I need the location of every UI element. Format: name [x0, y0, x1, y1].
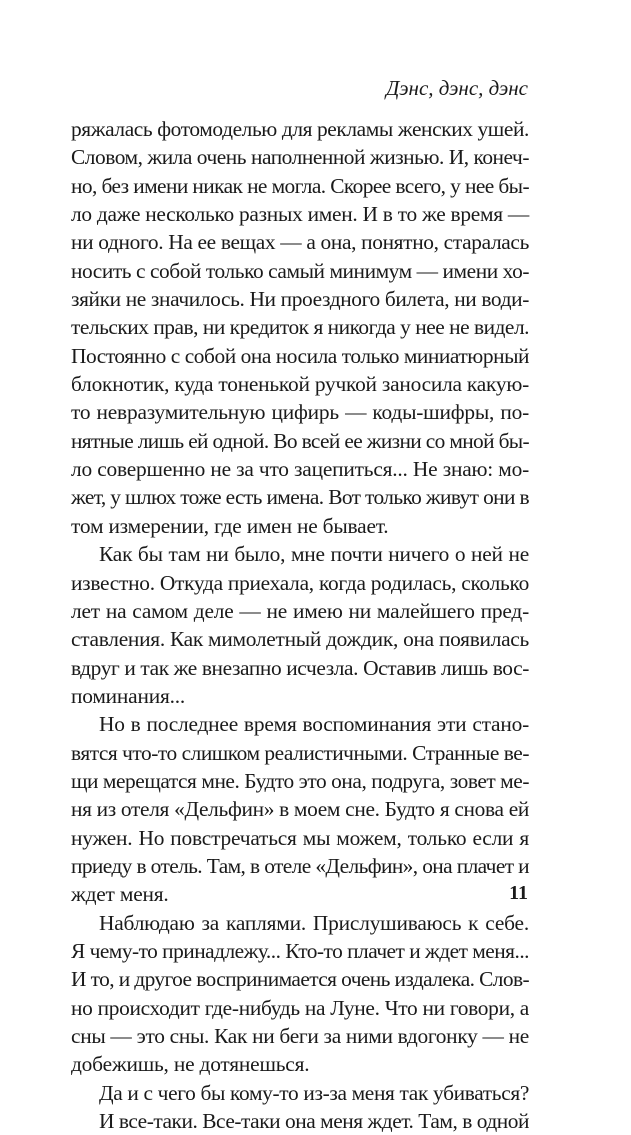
text-line: Но в последнее время воспоминания эти стано- [99, 712, 529, 737]
text-line: блокнотик, куда тоненькой ручкой заносила какую- [71, 372, 530, 397]
text-line: но происходит где-нибудь на Луне. Что ни говори, а [71, 995, 529, 1020]
text-line: ставления. Как мимолетный дождик, она появилась [71, 627, 529, 652]
text-line: ло совершенно не за что зацепиться... Не знаю: мо- [71, 457, 529, 482]
text-line: жет, у шлюх тоже есть имена. Вот только живут они в [71, 485, 529, 510]
text-line: ло даже несколько разных имен. И в то же время — [71, 202, 530, 227]
text-line: Как бы там ни было, мне почти ничего о ней не [99, 542, 529, 567]
text-line: ни одного. На ее вещах — а она, понятно, старалась [71, 230, 530, 255]
body-text [71, 115, 529, 1135]
text-line: то невразумительную цифирь — коды-шифры, по- [71, 400, 529, 425]
text-line: И все-таки. Все-таки она меня ждет. Там, в одной [99, 1109, 529, 1134]
text-line: вдруг и так же внезапно исчезла. Оставив лишь вос- [71, 655, 529, 680]
text-line: том измерении, где имен не бывает. [71, 513, 389, 538]
text-line: ждет меня. [71, 882, 169, 907]
text-line: добежишь, не дотянешься. [71, 1052, 310, 1077]
text-line: носить с собой только самый минимум — имени хо- [71, 258, 530, 283]
text-line: Постоянно с собой она носила только миниатюрный [71, 343, 529, 368]
text-line: зяйки не значилось. Ни проездного билета, ни води- [71, 287, 529, 312]
text-line: щи мерещатся мне. Будто это она, подруга, зовет ме- [71, 768, 529, 793]
running-header: Дэнс, дэнс, дэнс [385, 76, 528, 100]
text-line: поминания... [71, 683, 186, 708]
text-line: ряжалась фотомоделью для рекламы женских ушей. [71, 117, 529, 141]
text-line: сны — это сны. Как ни беги за ними вдогонку — не [71, 1024, 529, 1048]
text-line: Наблюдаю за каплями. Прислушиваюсь к себе. [99, 910, 529, 935]
text-line: И то, и другое воспринимается очень издалека. Слов- [71, 967, 530, 992]
text-line: ня из отеля «Дельфин» в моем сне. Будто я снова ей [71, 797, 529, 822]
text-line: лет на самом деле — не имею ни малейшего пред- [71, 598, 529, 623]
text-line: приеду в отель. Там, в отеле «Дельфин», она плачет и [71, 853, 530, 878]
text-line: нужен. Но повстречаться мы можем, только если я [71, 825, 529, 850]
text-line: Я чему-то принадлежу... Кто-то плачет и ждет меня... [71, 938, 529, 963]
text-line: но, без имени никак не могла. Скорее всего, у нее бы- [71, 173, 529, 198]
text-line: Да и с чего бы кому-то из-за меня так убиваться? [99, 1080, 530, 1105]
text-line: Словом, жила очень наполненной жизнью. И, конеч- [71, 145, 529, 170]
text-line: известно. Откуда приехала, когда родилась, сколько [71, 570, 529, 595]
page-number: 11 [509, 882, 528, 904]
text-line: тельских прав, ни кредиток я никогда у нее не видел. [71, 315, 529, 340]
text-line: вятся что-то слишком реалистичными. Странные ве- [71, 740, 529, 765]
text-line: нятные лишь ей одной. Во всей ее жизни со мной бы- [71, 428, 530, 453]
